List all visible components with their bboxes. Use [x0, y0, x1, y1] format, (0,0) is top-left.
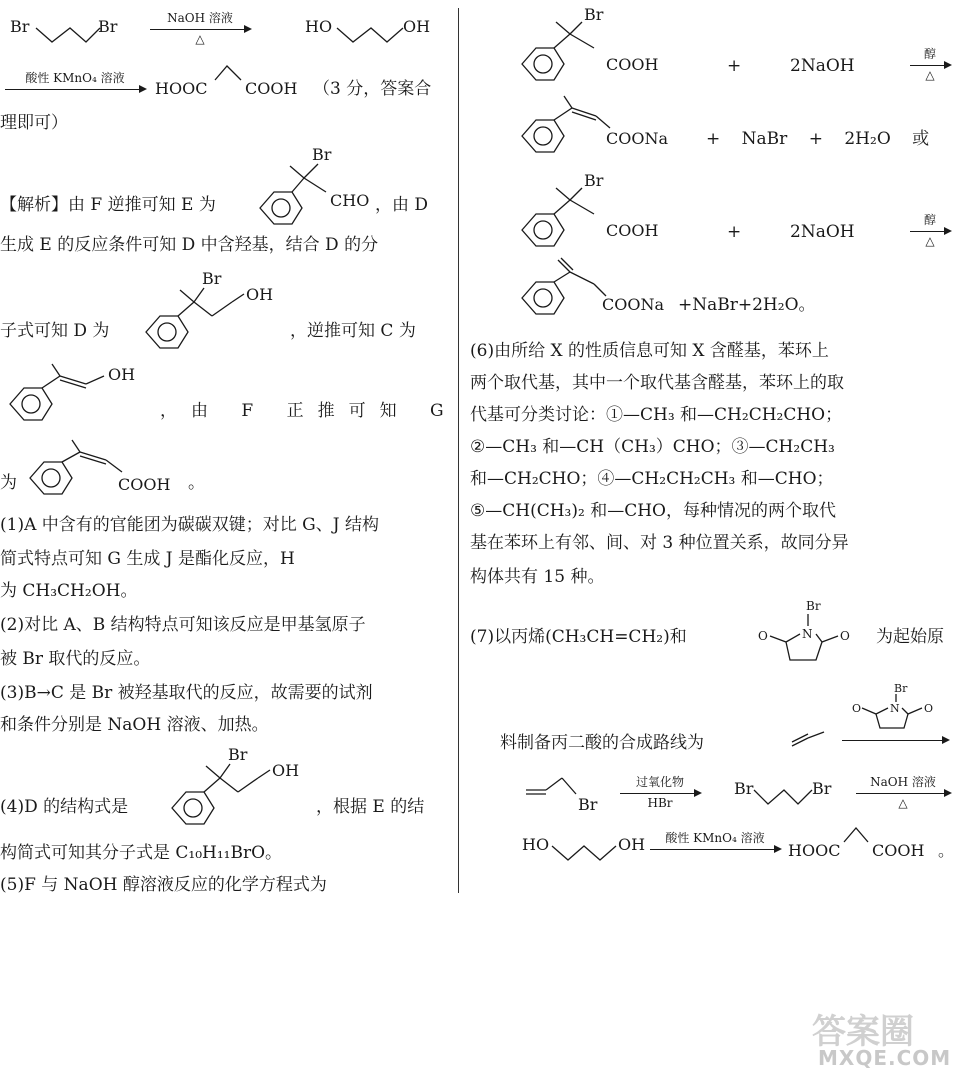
part6-line-3: 代基可分类讨论：①—CH₃ 和—CH₂CH₂CHO； [470, 405, 843, 425]
propanediol-structure [305, 10, 445, 50]
analysis-line-5b: 。 [188, 473, 205, 493]
svg-text:Br: Br [10, 17, 30, 36]
propanediol-structure-2 [522, 828, 652, 868]
svg-text:HOOC: HOOC [155, 79, 208, 98]
analysis-line-5: 为 [0, 473, 17, 493]
part2-line-1: (2)对比 A、B 结构特点可知该反应是甲基氢原子 [0, 615, 366, 635]
svg-text:N: N [802, 627, 813, 641]
eq2-plus: + [727, 222, 742, 242]
reaction-arrow-kmno4: 酸性 KMnO₄ 溶液 [5, 74, 145, 104]
svg-text:COOH: COOH [606, 55, 659, 74]
route-naoh-arrow: NaOH 溶液 △ [856, 778, 950, 808]
svg-text:COOH: COOH [245, 79, 298, 98]
score-note: （3 分，答案合 [313, 79, 432, 99]
svg-text:HO: HO [305, 17, 333, 36]
svg-text:COONa: COONa [606, 129, 669, 148]
part2-line-2: 被 Br 取代的反应。 [0, 649, 151, 669]
reaction-arrow-naoh: NaOH 溶液 △ [150, 14, 250, 44]
svg-text:HOOC: HOOC [788, 841, 841, 860]
svg-text:Br: Br [584, 171, 604, 190]
nbs-reagent-structure [850, 670, 950, 734]
svg-text:O: O [924, 702, 934, 715]
eq1-naoh: 2NaOH [790, 56, 855, 76]
watermark-logo: 答案圈 MXQE.COM [812, 1012, 952, 1070]
eq2-naoh: 2NaOH [790, 222, 855, 242]
propene-structure [790, 728, 830, 752]
eq2-product-tail: +NaBr+2H₂O。 [678, 295, 816, 315]
svg-text:Br: Br [98, 17, 118, 36]
svg-text:Br: Br [312, 145, 332, 164]
column-divider [458, 8, 459, 893]
svg-text:N: N [890, 702, 900, 715]
nbs-structure [756, 596, 886, 668]
svg-text:O: O [758, 629, 768, 643]
svg-text:CHO: CHO [330, 191, 370, 210]
part3-line-1: (3)B→C 是 Br 被羟基取代的反应，故需要的试剂 [0, 683, 373, 703]
product-2-structure [518, 258, 698, 326]
route-kmno4-arrow: 酸性 KMnO₄ 溶液 [650, 834, 780, 864]
svg-text:OH: OH [403, 17, 431, 36]
part6-line-1: (6)由所给 X 的性质信息可知 X 含醛基，苯环上 [470, 341, 829, 361]
svg-text:Br: Br [584, 5, 604, 24]
part1-line-2: 简式特点可知 G 生成 J 是酯化反应，H [0, 549, 295, 569]
analysis-line-4: ，由 F 正推可知 G [160, 401, 458, 421]
part6-line-4: ②—CH₃ 和—CH（CH₃）CHO；③—CH₂CH₃ [470, 437, 835, 457]
benzene-ring [260, 192, 302, 224]
compound-c-structure [4, 360, 164, 430]
part4-line-1b: ，根据 E 的结 [316, 797, 425, 817]
svg-text:OH: OH [272, 761, 300, 780]
svg-text:OH: OH [108, 365, 136, 384]
part7-line-2: 料制备丙二酸的合成路线为 [500, 733, 704, 753]
svg-text:HO: HO [522, 835, 550, 854]
part3-line-2: 和条件分别是 NaOH 溶液、加热。 [0, 715, 269, 735]
svg-text:Br: Br [202, 269, 222, 288]
malonic-acid-structure [155, 58, 315, 102]
analysis-line-1b: ，由 D [375, 195, 429, 215]
compound-f-structure [518, 6, 668, 86]
part7-line-1: (7)以丙烯(CH₃CH=CH₂)和 [470, 627, 687, 647]
allyl-bromide-structure [524, 772, 614, 812]
score-note-2: 理即可） [0, 113, 68, 133]
part6-line-5: 和—CH₂CHO；④—CH₂CH₂CH₃ 和—CHO； [470, 469, 834, 489]
svg-text:COONa: COONa [602, 295, 665, 314]
svg-text:Br: Br [578, 795, 598, 814]
svg-text:O: O [840, 629, 850, 643]
analysis-line-1: 【解析】由 F 逆推可知 E 为 [0, 195, 216, 215]
svg-text:COOH: COOH [118, 475, 171, 494]
svg-text:OH: OH [246, 285, 274, 304]
part5-line-1: (5)F 与 NaOH 醇溶液反应的化学方程式为 [0, 875, 327, 895]
analysis-line-3: 子式可知 D 为 [0, 321, 110, 341]
product-1-structure [518, 90, 688, 158]
compound-d-structure [140, 270, 300, 360]
part7-line-1b: 为起始原 [876, 627, 944, 647]
part6-line-2: 两个取代基，其中一个取代基含醛基，苯环上的取 [470, 373, 844, 393]
svg-text:Br: Br [812, 779, 832, 798]
eq1-plus: + [727, 56, 742, 76]
part4-line-2: 构简式可知其分子式是 C₁₀H₁₁BrO。 [0, 843, 283, 863]
svg-text:OH: OH [618, 835, 646, 854]
svg-text:。: 。 [938, 841, 955, 860]
svg-text:Br: Br [228, 745, 248, 764]
part1-line-3: 为 CH₃CH₂OH。 [0, 581, 138, 601]
route-hbr-arrow: 过氧化物 HBr [620, 778, 700, 808]
analysis-line-2: 生成 E 的反应条件可知 D 中含羟基，结合 D 的分 [0, 235, 379, 255]
svg-text:COOH: COOH [606, 221, 659, 240]
dibromopropane-structure [8, 10, 118, 50]
dibromopropane-structure-2 [732, 776, 842, 816]
compound-f-structure-2 [518, 172, 668, 252]
svg-text:COOH: COOH [872, 841, 925, 860]
eq1-product-tail: + NaBr + 2H₂O 或 [706, 129, 930, 149]
eq2-arrow: 醇 △ [910, 216, 950, 246]
malonic-acid-structure-2 [788, 818, 958, 862]
compound-e-structure [240, 142, 380, 230]
eq1-arrow: 醇 △ [910, 50, 950, 80]
part6-line-8: 构体共有 15 种。 [470, 567, 605, 587]
analysis-line-3b: ，逆推可知 C 为 [290, 321, 416, 341]
part4-line-1: (4)D 的结构式是 [0, 797, 129, 817]
svg-text:O: O [852, 702, 862, 715]
part6-line-7: 基在苯环上有邻、间、对 3 种位置关系，故同分异 [470, 533, 849, 553]
svg-text:Br: Br [806, 599, 821, 613]
svg-text:Br: Br [894, 682, 908, 695]
part1-line-1: (1)A 中含有的官能团为碳碳双键；对比 G、J 结构 [0, 515, 379, 535]
part6-line-6: ⑤—CH(CH₃)₂ 和—CHO，每种情况的两个取代 [470, 501, 836, 521]
compound-d-structure-2 [166, 746, 326, 836]
svg-text:Br: Br [734, 779, 754, 798]
